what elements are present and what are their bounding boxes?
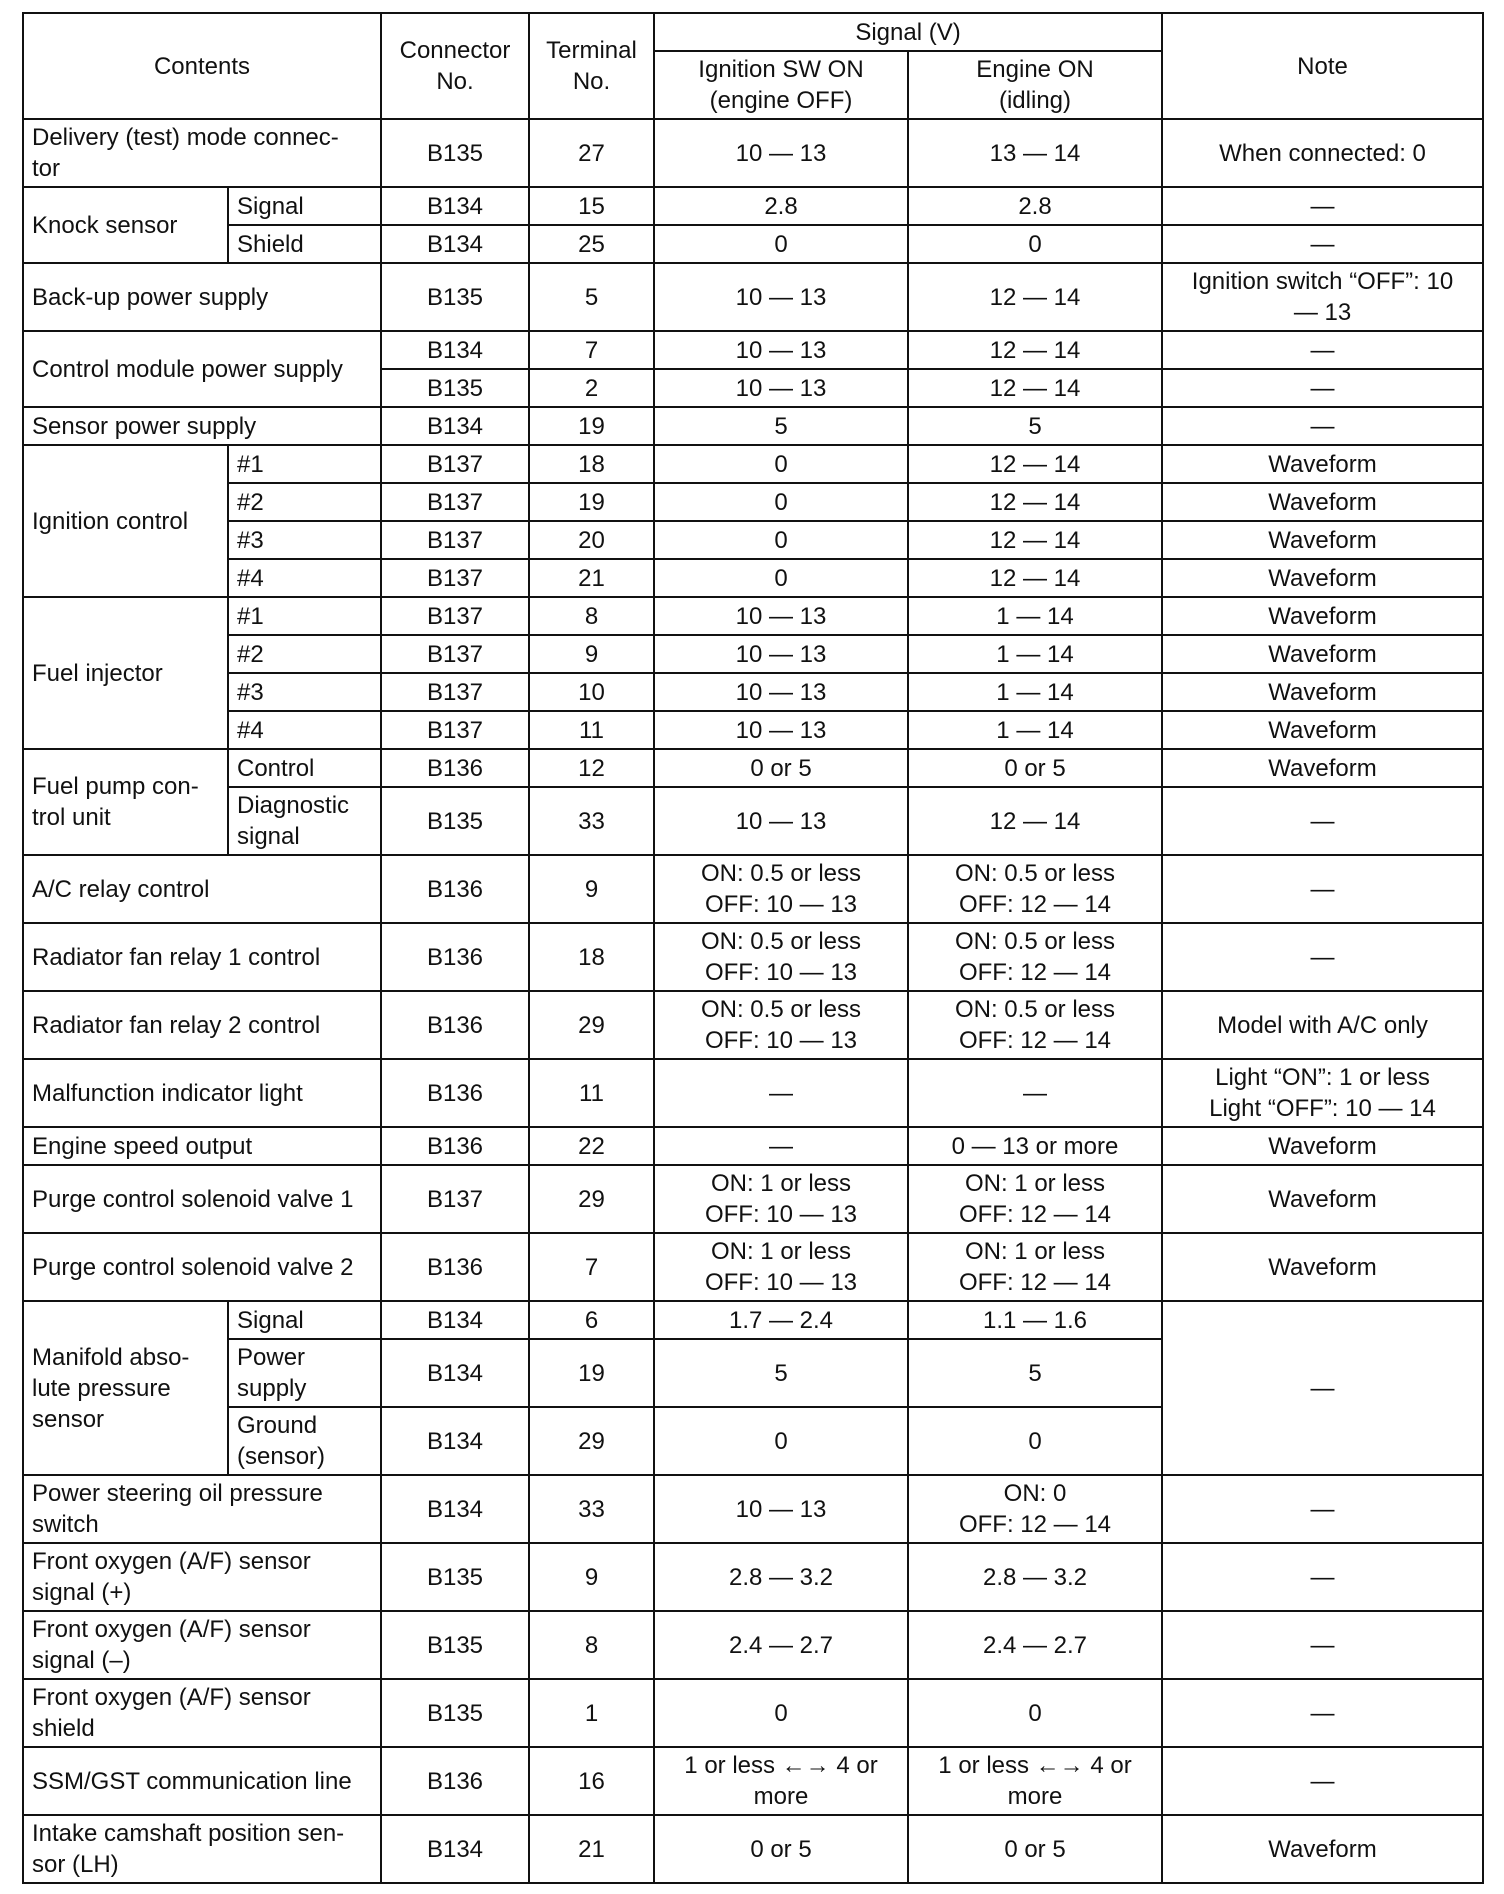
contents-cell: Malfunction indicator light	[23, 1059, 381, 1127]
connector-cell: B136	[381, 991, 529, 1059]
terminal-cell: 33	[529, 1475, 654, 1543]
connector-cell: B135	[381, 369, 529, 407]
signal-engine-on-cell: 12 — 14	[908, 369, 1162, 407]
signal-ignition-on-cell: —	[654, 1059, 908, 1127]
terminal-cell: 16	[529, 1747, 654, 1815]
signal-engine-on-cell: 0 or 5	[908, 749, 1162, 787]
signal-ignition-on-cell: 0	[654, 559, 908, 597]
signal-engine-on-cell: 1 — 14	[908, 635, 1162, 673]
contents-cell: Purge control solenoid valve 2	[23, 1233, 381, 1301]
table-row	[23, 559, 1483, 597]
table-row	[23, 331, 1483, 369]
terminal-cell: 29	[529, 1165, 654, 1233]
signal-ignition-on-cell: 0	[654, 445, 908, 483]
signal-engine-on-cell: 1 — 14	[908, 711, 1162, 749]
note-cell: Waveform	[1162, 635, 1483, 673]
signal-ignition-on-cell: 10 — 13	[654, 635, 908, 673]
signal-engine-on-cell: 2.8	[908, 187, 1162, 225]
terminal-cell: 18	[529, 445, 654, 483]
connector-cell: B137	[381, 445, 529, 483]
connector-cell: B136	[381, 1747, 529, 1815]
terminal-cell: 9	[529, 1543, 654, 1611]
connector-cell: B137	[381, 711, 529, 749]
note-cell: Waveform	[1162, 1127, 1483, 1165]
signal-ignition-on-cell: 2.8 — 3.2	[654, 1543, 908, 1611]
signal-ignition-on-cell: ON: 0.5 or less OFF: 10 — 13	[654, 855, 908, 923]
contents-cell: Delivery (test) mode connec- tor	[23, 119, 381, 187]
note-cell: —	[1162, 1747, 1483, 1815]
connector-cell: B134	[381, 225, 529, 263]
connector-cell: B136	[381, 923, 529, 991]
table-row	[23, 187, 1483, 225]
terminal-cell: 11	[529, 711, 654, 749]
signal-ignition-on-cell: 1 or less ←→ 4 or more	[654, 1747, 908, 1815]
signal-ignition-on-cell: 10 — 13	[654, 787, 908, 855]
terminal-cell: 25	[529, 225, 654, 263]
connector-cell: B134	[381, 407, 529, 445]
terminal-cell: 18	[529, 923, 654, 991]
group-contents-cell: Fuel injector	[23, 597, 228, 749]
sub-contents-cell: #2	[228, 483, 381, 521]
sub-contents-cell: #1	[228, 597, 381, 635]
signal-ignition-on-cell: 10 — 13	[654, 711, 908, 749]
signal-ignition-on-cell: —	[654, 1127, 908, 1165]
table-row	[23, 1475, 1483, 1543]
connector-cell: B134	[381, 187, 529, 225]
table-row	[23, 923, 1483, 991]
terminal-cell: 19	[529, 483, 654, 521]
signal-engine-on-cell: 12 — 14	[908, 559, 1162, 597]
contents-cell: Engine speed output	[23, 1127, 381, 1165]
contents-cell: Front oxygen (A/F) sensor signal (+)	[23, 1543, 381, 1611]
contents-cell: Front oxygen (A/F) sensor signal (–)	[23, 1611, 381, 1679]
note-cell: Waveform	[1162, 559, 1483, 597]
note-cell: Waveform	[1162, 521, 1483, 559]
terminal-cell: 6	[529, 1301, 654, 1339]
terminal-cell: 21	[529, 559, 654, 597]
note-cell: Waveform	[1162, 445, 1483, 483]
sub-contents-cell: Signal	[228, 187, 381, 225]
sub-contents-cell: #4	[228, 711, 381, 749]
connector-cell: B137	[381, 1165, 529, 1233]
group-contents-cell: Ignition control	[23, 445, 228, 597]
sub-contents-cell: Shield	[228, 225, 381, 263]
signal-engine-on-cell: 2.8 — 3.2	[908, 1543, 1162, 1611]
signal-engine-on-cell: 12 — 14	[908, 483, 1162, 521]
signal-engine-on-cell: 1 or less ←→ 4 or more	[908, 1747, 1162, 1815]
group-contents-cell: Fuel pump con- trol unit	[23, 749, 228, 855]
group-contents-cell: Knock sensor	[23, 187, 228, 263]
table-body	[23, 119, 1483, 1883]
signal-engine-on-cell: ON: 1 or less OFF: 12 — 14	[908, 1233, 1162, 1301]
signal-engine-on-cell: ON: 1 or less OFF: 12 — 14	[908, 1165, 1162, 1233]
table-row	[23, 225, 1483, 263]
signal-engine-on-cell: 0	[908, 1679, 1162, 1747]
contents-cell: Purge control solenoid valve 1	[23, 1165, 381, 1233]
note-cell: —	[1162, 331, 1483, 369]
terminal-cell: 11	[529, 1059, 654, 1127]
table-row	[23, 263, 1483, 331]
note-cell: Waveform	[1162, 749, 1483, 787]
note-cell: Waveform	[1162, 1815, 1483, 1883]
signal-ignition-on-cell: 0 or 5	[654, 749, 908, 787]
table-row	[23, 991, 1483, 1059]
sub-contents-cell: Signal	[228, 1301, 381, 1339]
table-row	[23, 1127, 1483, 1165]
signal-ignition-on-cell: 0	[654, 521, 908, 559]
terminal-signal-table	[22, 12, 1484, 1884]
table-row	[23, 1815, 1483, 1883]
connector-cell: B137	[381, 597, 529, 635]
sub-contents-cell: #2	[228, 635, 381, 673]
connector-cell: B136	[381, 855, 529, 923]
signal-engine-on-cell: 5	[908, 1339, 1162, 1407]
signal-ignition-on-cell: ON: 1 or less OFF: 10 — 13	[654, 1165, 908, 1233]
signal-ignition-on-cell: 10 — 13	[654, 119, 908, 187]
signal-engine-on-cell: 0	[908, 1407, 1162, 1475]
signal-ignition-on-cell: ON: 0.5 or less OFF: 10 — 13	[654, 991, 908, 1059]
connector-cell: B136	[381, 749, 529, 787]
signal-engine-on-cell: 12 — 14	[908, 331, 1162, 369]
connector-cell: B135	[381, 119, 529, 187]
terminal-cell: 15	[529, 187, 654, 225]
connector-cell: B135	[381, 1679, 529, 1747]
signal-ignition-on-cell: 10 — 13	[654, 597, 908, 635]
contents-cell: Power steering oil pressure switch	[23, 1475, 381, 1543]
contents-cell: A/C relay control	[23, 855, 381, 923]
connector-cell: B134	[381, 1815, 529, 1883]
note-cell: Waveform	[1162, 483, 1483, 521]
note-cell: —	[1162, 1611, 1483, 1679]
signal-ignition-on-cell: 1.7 — 2.4	[654, 1301, 908, 1339]
connector-cell: B134	[381, 331, 529, 369]
sub-contents-cell: Control	[228, 749, 381, 787]
note-cell: —	[1162, 1475, 1483, 1543]
contents-cell: SSM/GST communication line	[23, 1747, 381, 1815]
terminal-cell: 22	[529, 1127, 654, 1165]
terminal-cell: 29	[529, 1407, 654, 1475]
terminal-cell: 8	[529, 597, 654, 635]
table-row	[23, 1301, 1483, 1339]
note-cell: —	[1162, 1301, 1483, 1475]
table-row	[23, 855, 1483, 923]
note-cell: —	[1162, 787, 1483, 855]
note-cell: Ignition switch “OFF”: 10 — 13	[1162, 263, 1483, 331]
signal-ignition-on-cell: 0	[654, 483, 908, 521]
signal-engine-on-cell: 1 — 14	[908, 673, 1162, 711]
terminal-cell: 19	[529, 1339, 654, 1407]
signal-engine-on-cell: 1 — 14	[908, 597, 1162, 635]
note-cell: Waveform	[1162, 597, 1483, 635]
table-row	[23, 483, 1483, 521]
terminal-cell: 7	[529, 331, 654, 369]
contents-cell: Sensor power supply	[23, 407, 381, 445]
contents-cell: Back-up power supply	[23, 263, 381, 331]
signal-ignition-on-cell: ON: 1 or less OFF: 10 — 13	[654, 1233, 908, 1301]
note-cell: Model with A/C only	[1162, 991, 1483, 1059]
signal-engine-on-cell: 0 — 13 or more	[908, 1127, 1162, 1165]
terminal-cell: 20	[529, 521, 654, 559]
table-row	[23, 521, 1483, 559]
connector-cell: B134	[381, 1475, 529, 1543]
connector-cell: B137	[381, 635, 529, 673]
signal-engine-on-cell: 12 — 14	[908, 263, 1162, 331]
table-row	[23, 673, 1483, 711]
table-row	[23, 597, 1483, 635]
connector-cell: B136	[381, 1127, 529, 1165]
table-row	[23, 407, 1483, 445]
sub-contents-cell: #3	[228, 673, 381, 711]
note-cell: Waveform	[1162, 711, 1483, 749]
terminal-cell: 1	[529, 1679, 654, 1747]
sub-contents-cell: #1	[228, 445, 381, 483]
terminal-cell: 10	[529, 673, 654, 711]
table-row	[23, 1543, 1483, 1611]
signal-ignition-on-cell: 10 — 13	[654, 1475, 908, 1543]
contents-cell: Radiator fan relay 1 control	[23, 923, 381, 991]
connector-cell: B137	[381, 483, 529, 521]
connector-cell: B137	[381, 673, 529, 711]
signal-ignition-on-cell: 10 — 13	[654, 673, 908, 711]
signal-ignition-on-cell: 5	[654, 1339, 908, 1407]
signal-engine-on-cell: ON: 0.5 or less OFF: 12 — 14	[908, 991, 1162, 1059]
table-row	[23, 445, 1483, 483]
header-terminal-no: Terminal No.	[529, 13, 654, 119]
terminal-cell: 19	[529, 407, 654, 445]
header-engine-on: Engine ON (idling)	[908, 51, 1162, 119]
terminal-cell: 7	[529, 1233, 654, 1301]
note-cell: Light “ON”: 1 or less Light “OFF”: 10 — 14	[1162, 1059, 1483, 1127]
signal-engine-on-cell: 12 — 14	[908, 445, 1162, 483]
header-note: Note	[1162, 13, 1483, 119]
note-cell: Waveform	[1162, 1165, 1483, 1233]
connector-cell: B134	[381, 1339, 529, 1407]
table-row	[23, 749, 1483, 787]
connector-cell: B136	[381, 1059, 529, 1127]
signal-engine-on-cell: 5	[908, 407, 1162, 445]
signal-ignition-on-cell: 0 or 5	[654, 1815, 908, 1883]
signal-ignition-on-cell: 10 — 13	[654, 369, 908, 407]
signal-ignition-on-cell: 0	[654, 225, 908, 263]
sub-contents-cell: #3	[228, 521, 381, 559]
connector-cell: B135	[381, 1611, 529, 1679]
signal-engine-on-cell: 1.1 — 1.6	[908, 1301, 1162, 1339]
group-contents-cell: Control module power supply	[23, 331, 381, 407]
sub-contents-cell: Ground (sensor)	[228, 1407, 381, 1475]
table-row	[23, 119, 1483, 187]
note-cell: —	[1162, 407, 1483, 445]
signal-ignition-on-cell: 10 — 13	[654, 263, 908, 331]
signal-ignition-on-cell: 2.4 — 2.7	[654, 1611, 908, 1679]
terminal-cell: 29	[529, 991, 654, 1059]
signal-engine-on-cell: ON: 0.5 or less OFF: 12 — 14	[908, 855, 1162, 923]
header-contents: Contents	[23, 13, 381, 119]
signal-ignition-on-cell: 0	[654, 1407, 908, 1475]
signal-ignition-on-cell: 5	[654, 407, 908, 445]
table-row	[23, 1747, 1483, 1815]
signal-engine-on-cell: 12 — 14	[908, 521, 1162, 559]
contents-cell: Radiator fan relay 2 control	[23, 991, 381, 1059]
signal-ignition-on-cell: 2.8	[654, 187, 908, 225]
header-ignition-sw-on: Ignition SW ON (engine OFF)	[654, 51, 908, 119]
terminal-cell: 27	[529, 119, 654, 187]
signal-engine-on-cell: 13 — 14	[908, 119, 1162, 187]
group-contents-cell: Manifold abso- lute pressure sensor	[23, 1301, 228, 1475]
note-cell: —	[1162, 369, 1483, 407]
connector-cell: B137	[381, 559, 529, 597]
connector-cell: B134	[381, 1301, 529, 1339]
note-cell: —	[1162, 187, 1483, 225]
header-row-1	[23, 13, 1483, 51]
terminal-cell: 33	[529, 787, 654, 855]
table-row	[23, 1233, 1483, 1301]
table-row	[23, 1679, 1483, 1747]
connector-cell: B136	[381, 1233, 529, 1301]
signal-engine-on-cell: ON: 0 OFF: 12 — 14	[908, 1475, 1162, 1543]
note-cell: When connected: 0	[1162, 119, 1483, 187]
terminal-cell: 5	[529, 263, 654, 331]
connector-cell: B135	[381, 1543, 529, 1611]
signal-ignition-on-cell: 0	[654, 1679, 908, 1747]
table-row	[23, 1165, 1483, 1233]
header-connector-no: Connector No.	[381, 13, 529, 119]
sub-contents-cell: Power supply	[228, 1339, 381, 1407]
signal-engine-on-cell: ON: 0.5 or less OFF: 12 — 14	[908, 923, 1162, 991]
terminal-cell: 12	[529, 749, 654, 787]
signal-ignition-on-cell: ON: 0.5 or less OFF: 10 — 13	[654, 923, 908, 991]
table-row	[23, 787, 1483, 855]
contents-cell: Front oxygen (A/F) sensor shield	[23, 1679, 381, 1747]
terminal-cell: 2	[529, 369, 654, 407]
table-row	[23, 711, 1483, 749]
header-signal: Signal (V)	[654, 13, 1162, 51]
signal-engine-on-cell: 2.4 — 2.7	[908, 1611, 1162, 1679]
note-cell: —	[1162, 855, 1483, 923]
table-row	[23, 1611, 1483, 1679]
table-row	[23, 1059, 1483, 1127]
connector-cell: B135	[381, 263, 529, 331]
signal-engine-on-cell: —	[908, 1059, 1162, 1127]
note-cell: Waveform	[1162, 1233, 1483, 1301]
signal-engine-on-cell: 0 or 5	[908, 1815, 1162, 1883]
contents-cell: Intake camshaft position sen- sor (LH)	[23, 1815, 381, 1883]
note-cell: —	[1162, 225, 1483, 263]
signal-ignition-on-cell: 10 — 13	[654, 331, 908, 369]
connector-cell: B137	[381, 521, 529, 559]
note-cell: Waveform	[1162, 673, 1483, 711]
note-cell: —	[1162, 923, 1483, 991]
note-cell: —	[1162, 1679, 1483, 1747]
signal-engine-on-cell: 12 — 14	[908, 787, 1162, 855]
note-cell: —	[1162, 1543, 1483, 1611]
sub-contents-cell: #4	[228, 559, 381, 597]
signal-engine-on-cell: 0	[908, 225, 1162, 263]
connector-cell: B134	[381, 1407, 529, 1475]
sub-contents-cell: Diagnostic signal	[228, 787, 381, 855]
terminal-cell: 9	[529, 635, 654, 673]
terminal-cell: 9	[529, 855, 654, 923]
connector-cell: B135	[381, 787, 529, 855]
terminal-cell: 8	[529, 1611, 654, 1679]
terminal-cell: 21	[529, 1815, 654, 1883]
table-row	[23, 635, 1483, 673]
